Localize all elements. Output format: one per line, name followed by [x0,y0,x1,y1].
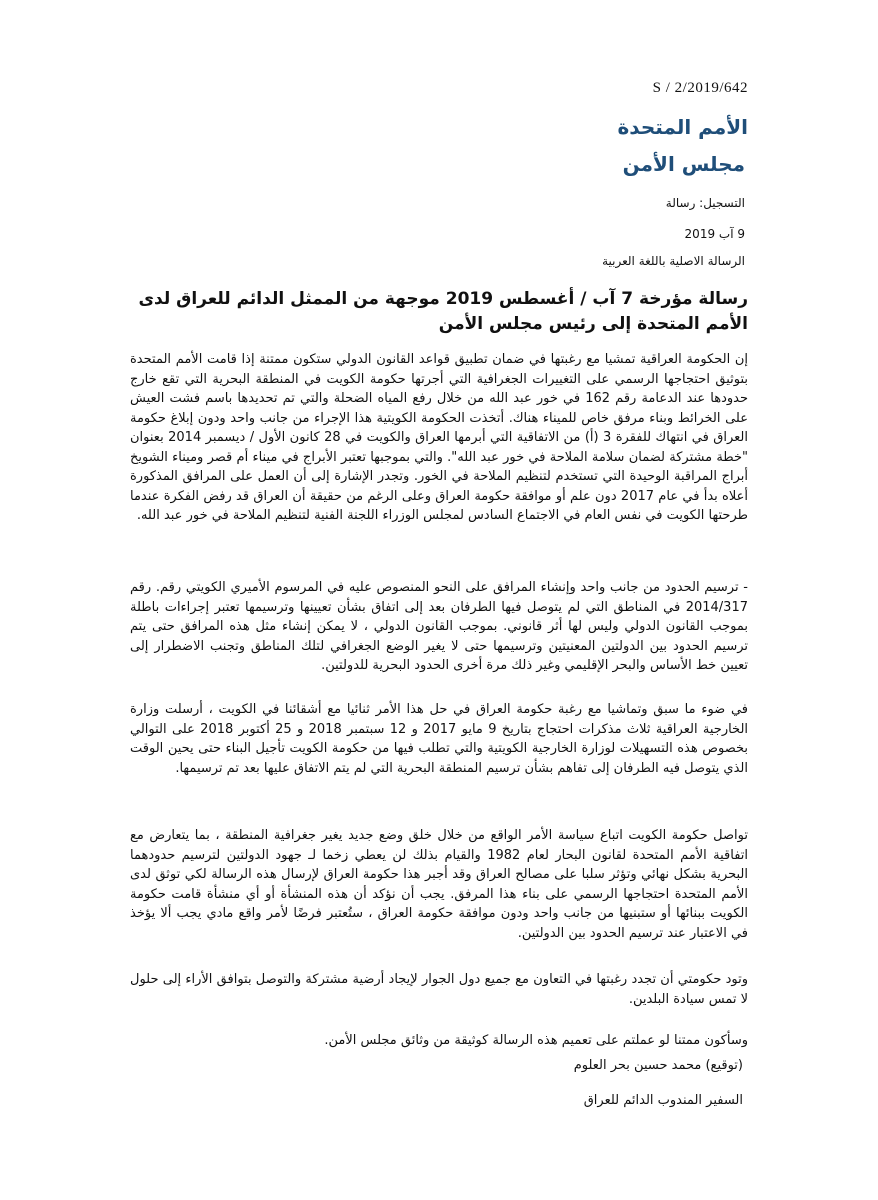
classification-line: التسجيل: رسالة [665,196,745,210]
body-paragraph-3: في ضوء ما سبق وتماشيا مع رغبة حكومة العراق في حل هذا الأمر ثنائيا مع أشقائنا في الكويت ، أرسلت وزارة الخارجية العراقية ثلاث مذكرات احتجاج بتاريخ 9 مايو 2017 و 12 سبتمبر 2018 و 25 أكتوبر 2018 على التوالي بخصوص هذه التسهيلات لوزارة الخارجية الكويتية والتي تطلب فيها من حكومة الكويت تأجيل البناء حتى يحين الوقت الذي يتوصل فيه الطرفان إلى تفاهم بشأن ترسيم المنطقة البحرية التي لم يتم الاتفاق عليها بعد تم ترسيمها. [130,702,749,776]
body-paragraph-5: وتود حكومتي أن تجدد رغبتها في التعاون مع جميع دول الجوار لإيجاد أرضية مشتركة والتوصل بتوافق الأراء إلى حلول لا تمس سيادة البلدين. [130,972,748,1007]
signature-name: (توقيع) محمد حسين بحر العلوم [573,1058,743,1073]
letter-title: رسالة مؤرخة 7 آب / أغسطس 2019 موجهة من الممثل الدائم للعراق لدى الأمم المتحدة إلى رئيس مجلس الأمن [138,289,748,334]
signature-position: السفير المندوب الدائم للعراق [583,1093,743,1108]
document-date: 9 آب 2019 [684,227,745,241]
body-paragraph-4: تواصل حكومة الكويت اتباع سياسة الأمر الواقع من خلال خلق وضع جديد يغير جغرافية المنطقة ، بما يتعارض مع اتفاقية الأمم المتحدة لقانون البحار لعام 1982 والقيام بذلك لن يعطي زخما لـ جهود الدولتين لترسيم حدودهما البحرية بشكل نهائي وتؤثر سلبا على مصالح العراق وقد أجبر هذا حكومة العراق لإرسال هذه الرسالة لكي توثق لدى الأمم المتحدة احتجاجها الرسمي على بناء هذا المرفق. يجب أن نؤكد أن هذه المنشأة أو أي منشأة قامت حكومة الكويت ببنائها أو ستبنيها من جانب واحد ودون موافقة حكومة العراق ، ستُعتبر فرضًا لأمر واقع مادي يجب ألا يؤخذ في الاعتبار عند ترسيم الحدود بين الدولتين. [130,828,749,941]
body-paragraph-1: إن الحكومة العراقية تمشيا مع رغبتها في ضمان تطبيق قواعد القانون الدولي ستكون ممتنة إذا قامت الأمم المتحدة بتوثيق احتجاجها الرسمي على التغييرات الجغرافية التي أجرتها حكومة الكويت في المنطقة البحرية التي تقع خارج حدودها عند الدعامة رقم 162 في خور عبد الله من خلال رفع المياه الضحلة والتي تم تحديدها باسم فشت العيش على الخرائط وبناء مرفق خاص للميناء هناك. أتخذت الحكومة الكويتية هذا الإجراء من جانب واحد ودون إبلاغ حكومة العراق في انتهاك للفقرة 3 (أ) من الاتفاقية التي أبرمها العراق والكويت في 28 كانون الأول / ديسمبر 2014 بعنوان "خطة مشتركة لضمان سلامة الملاحة في خور عبد الله". والتي بموجبها تعتبر الأبراج في ميناء أم قصر وميناء الشويخ أبراج المراقبة الوحيدة التي تستخدم لتنظيم الملاحة في الخور. وتجدر الإشارة إلى أن العمل على المرافق المذكورة أعلاه بدأ في عام 2017 دون علم أو موافقة حكومة العراق وعلى الرغم من حقيقة أن العراق قد رفض الفكرة عندما طرحتها الكويت في نفس العام في الاجتماع السادس لمجلس الوزراء اللجنة الفنية لتنظيم الملاحة في خور عبد الله. [130,352,749,523]
original-language-note: الرسالة الاصلية باللغة العربية [602,254,745,268]
organization-heading: الأمم المتحدة [617,115,748,139]
body-paragraph-6: وسأكون ممتنا لو عملتم على تعميم هذه الرسالة كوثيقة من وثائق مجلس الأمن. [324,1033,748,1048]
document-symbol: S / 2/2019/642 [652,80,748,96]
body-paragraph-2: - ترسيم الحدود من جانب واحد وإنشاء المرافق على النحو المنصوص عليه في المرسوم الأميري الكويتي رقم. رقم 2014/317 في المناطق التي لم يتوصل فيها الطرفان بعد إلى اتفاق بشأن تعيينها وترسيمها تعتبر إجراءات باطلة بموجب القانون الدولي وليس لها أثر قانوني. بموجب القانون الدولي ، لا يمكن إنشاء مثل هذه المرافق حتى يتم ترسيم الحدود بين الدولتين المعنيتين وترسيمها حتى لا يغير الوضع الجغرافي لتلك المناطق وتجنب الاضطرار إلى تعيين خط الأساس والبحر الإقليمي وغير ذلك مرة أخرى الحدود البحرية للدولتين. [130,580,748,673]
council-heading: مجلس الأمن [622,152,745,176]
